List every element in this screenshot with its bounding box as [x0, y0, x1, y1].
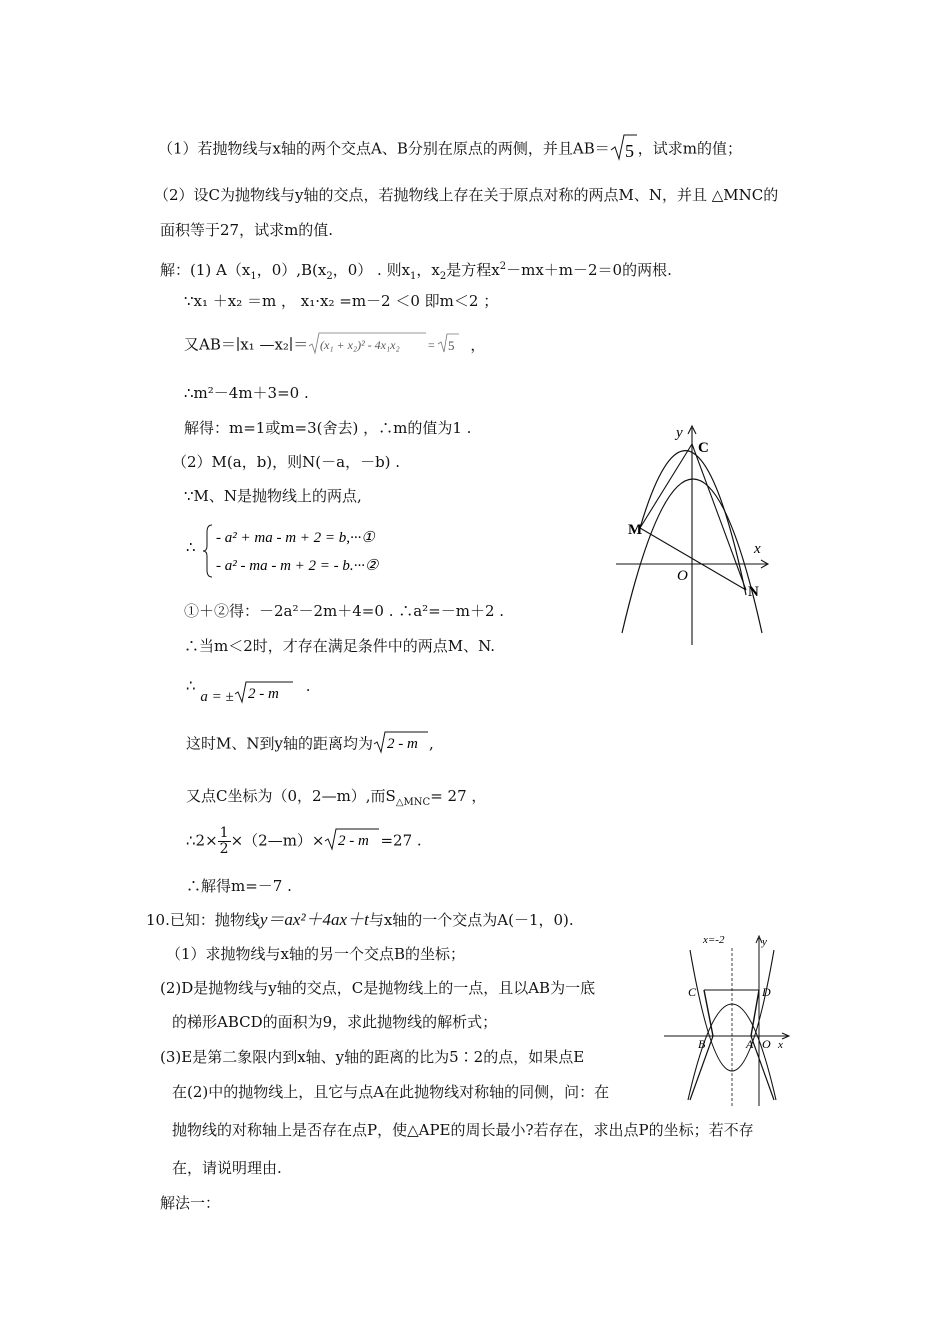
problem-10-q2b: 的梯形ABCD的面积为9，求此抛物线的解析式； — [172, 1013, 498, 1031]
fig1-n-label: N — [748, 584, 759, 600]
sqrt5 — [610, 132, 638, 167]
side-cb — [704, 990, 713, 1036]
fig2-b-label: B — [698, 1037, 706, 1051]
solve-m: 解得：m=1或m=3(舍去) ，∴m的值为1 . — [184, 419, 472, 437]
fig1-m-label: M — [628, 522, 643, 538]
therefore-symbol: ∴ — [186, 538, 196, 556]
fig2-d-label: D — [762, 985, 771, 999]
ab-length-line: 又AB＝∣x₁ —x₂∣＝ (x₁ + x₂)² - 4x₁x₂ = 5 ， — [184, 330, 485, 361]
problem-10-q3b: 在(2)中的抛物线上，且它与点A在此抛物线对称轴的同侧，问：在 — [172, 1083, 610, 1101]
fig2-line-label: x=-2 — [703, 934, 725, 946]
vieta-line: ∵x₁ ＋x₂ ＝m ， x₁·x₂ =m－2 ＜0 即m＜2 ； — [184, 292, 499, 310]
sqrt5-value: 5 — [624, 141, 634, 161]
fig2-o-label: O — [762, 1037, 771, 1051]
question-2-line1: （2）设C为抛物线与y轴的交点，若抛物线上存在关于原点对称的两点M、N，并且 △MNC的 — [154, 186, 779, 204]
figure-parabola-mnc — [612, 420, 772, 650]
svg-text:2 - m: 2 - m — [338, 833, 370, 849]
fig1-o-label: O — [677, 568, 688, 584]
question-1: （1）若抛物线与x轴的两个交点A、B分别在原点的两侧，并且AB＝ 5 ，试求m的值； — [158, 132, 742, 167]
point-c-line: 又点C坐标为（0，2—m）,而$S_{\triangle MNC}= 27$ ， — [186, 787, 487, 808]
question-2-line2: 面积等于27，试求m的值. — [160, 221, 334, 239]
svg-text:5: 5 — [448, 338, 455, 353]
svg-text:(x₁ + x₂)² - 4x₁x₂: (x₁ + x₂)² - 4x₁x₂ — [320, 338, 400, 352]
fig2-y-label: y — [762, 936, 767, 948]
equation-1: - a² + ma - m + 2 = b,···① — [216, 530, 375, 546]
problem-10-q3a: (3)E是第二象限内到x轴、y轴的距离的比为5∶2的点，如果点E — [160, 1048, 585, 1066]
fig2-a-label: A — [746, 1037, 754, 1051]
area-radical — [324, 827, 380, 856]
svg-text:=: = — [428, 338, 436, 352]
a-radical — [234, 680, 294, 709]
problem-10-q3c: 抛物线的对称轴上是否存在点P，使△APE的周长最小?若存在，求出点P的坐标；若不存 — [172, 1121, 754, 1139]
fig1-c-label: C — [698, 440, 709, 456]
problem-10-q3d: 在，请说明理由. — [172, 1159, 282, 1177]
solution-intro: 解：(1) $A(x_1$，$0),B(x_2$，0） . 则$x_1$，$x_2$是方程$x^2-mx+m-2=0$的两根. — [160, 261, 672, 282]
segment-mn — [640, 528, 746, 590]
svg-text:2 - m: 2 - m — [247, 686, 279, 702]
condition-m: ∴当m＜2时，才存在满足条件中的两点M、N. — [184, 637, 496, 655]
final-m: ∴解得m=－7 . — [186, 877, 292, 895]
fig1-y-label: y — [676, 425, 683, 441]
distance-line: 这时M、N到y轴的距离均为 2 - m , — [186, 730, 434, 759]
mn-coords: （2）M(a，b)，则N(－a，－b) . — [172, 453, 401, 471]
sum-equations: ①＋②得：－2a²－2m＋4=0 . ∴a²=－m＋2 . — [184, 602, 505, 620]
one-half: $\frac{1}{2}$ — [219, 825, 229, 857]
fig2-c-label: C — [688, 985, 697, 999]
method-one-label: 解法一： — [160, 1194, 221, 1212]
figure-trapezoid — [660, 930, 792, 1108]
quadratic-m: ∴m²－4m＋3=0 . — [184, 384, 309, 402]
a-value: ∴ a = ± 2 - m . — [186, 672, 310, 701]
problem-10-q2a: (2)D是抛物线与y轴的交点，C是抛物线上的一点，且以AB为一底 — [160, 979, 596, 997]
problem-10-q1: （1）求抛物线与x轴的另一个交点B的坐标； — [166, 945, 466, 963]
equation-system — [202, 522, 432, 580]
segment-mc — [640, 444, 692, 528]
segment-cn — [692, 444, 746, 590]
distance-radical — [308, 330, 460, 361]
distance-sqrt — [373, 730, 429, 759]
problem-10-statement: 10.已知：抛物线y＝ax²＋4ax＋t与x轴的一个交点为A(－1，0). — [146, 910, 574, 929]
fig2-x-label: x — [778, 1039, 783, 1051]
mn-on-parabola: ∵M、N是抛物线上的两点, — [184, 487, 362, 505]
svg-text:2 - m: 2 - m — [386, 736, 418, 752]
equation-2: - a² - ma - m + 2 = - b.···② — [216, 558, 379, 574]
area-equation: ∴2× $\frac{1}{2}$ ×（2—m）× 2 - m =27 . — [186, 825, 422, 857]
fig1-x-label: x — [754, 541, 761, 557]
